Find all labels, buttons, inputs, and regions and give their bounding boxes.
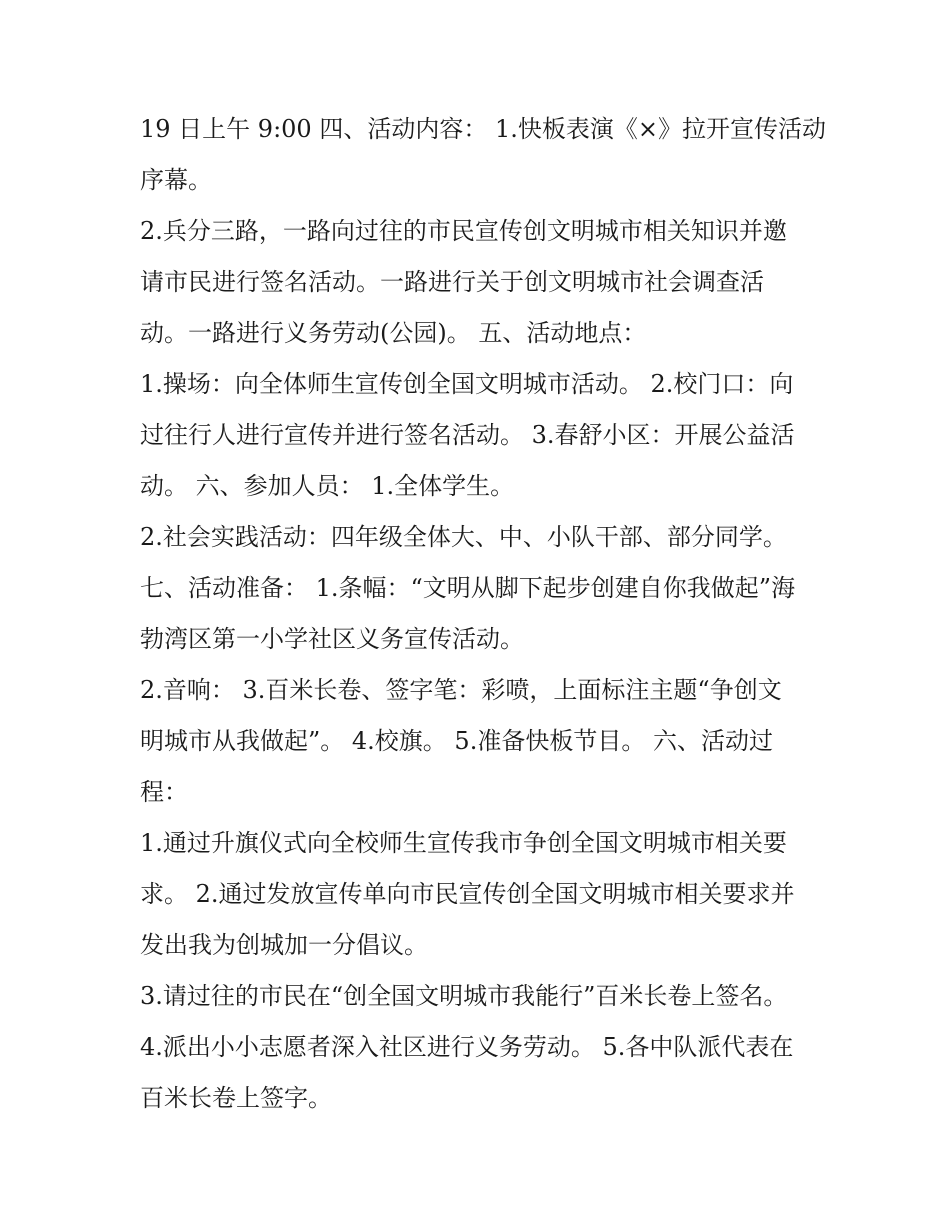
text-line: 1.通过升旗仪式向全校师生宣传我市争创全国文明城市相关要 (140, 829, 787, 857)
text-line: 请市民进行签名活动。一路进行关于创文明城市社会调查活 (140, 268, 764, 296)
text-line: 1.操场：向全体师生宣传创全国文明城市活动。 2.校门口：向 (140, 370, 794, 398)
text-line: 明城市从我做起”。 4.校旗。 5.准备快板节目。 六、活动过 (140, 727, 773, 755)
text-line: 动。 六、参加人员： 1.全体学生。 (140, 472, 515, 500)
text-line: 动。一路进行义务劳动(公园)。 五、活动地点： (140, 319, 647, 347)
text-line: 2.兵分三路，一路向过往的市民宣传创文明城市相关知识并邀 (140, 217, 787, 245)
text-line: 求。 2.通过发放宣传单向市民宣传创全国文明城市相关要求并 (140, 880, 795, 908)
text-line: 程： (140, 778, 188, 806)
text-line: 勃湾区第一小学社区义务宣传活动。 (140, 625, 524, 653)
document-body (140, 104, 826, 1124)
text-line: 2.音响： 3.百米长卷、签字笔：彩喷，上面标注主题“争创文 (140, 676, 782, 704)
text-line: 4.派出小小志愿者深入社区进行义务劳动。 5.各中队派代表在 (140, 1033, 794, 1061)
text-line: 发出我为创城加一分倡议。 (140, 931, 428, 959)
text-line: 2.社会实践活动：四年级全体大、中、小队干部、部分同学。 (140, 523, 787, 551)
text-line: 3.请过往的市民在“创全国文明城市我能行”百米长卷上签名。 (140, 982, 788, 1010)
text-line: 过往行人进行宣传并进行签名活动。 3.春舒小区：开展公益活 (140, 421, 795, 449)
text-line: 序幕。 (140, 166, 212, 194)
text-line: 七、活动准备： 1.条幅：“文明从脚下起步创建自你我做起”海 (140, 574, 796, 602)
text-line: 19 日上午 9:00 四、活动内容： 1.快板表演《×》拉开宣传活动 (140, 115, 826, 143)
text-line: 百米长卷上签字。 (140, 1084, 332, 1112)
